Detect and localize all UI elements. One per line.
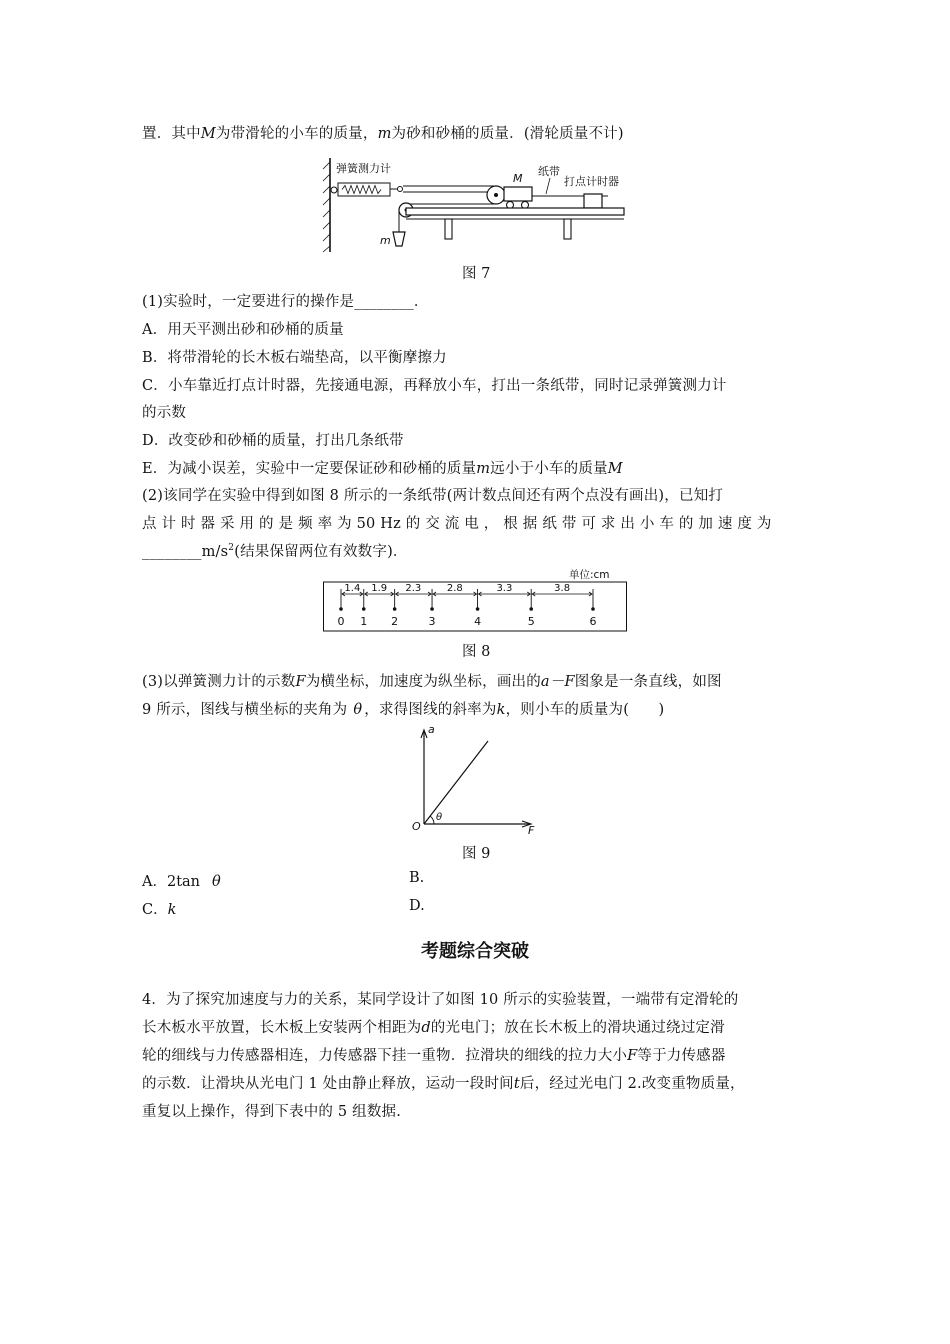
q2-line3 bbox=[142, 540, 408, 561]
origin-label: O bbox=[412, 820, 421, 833]
q4-line5: 重复以上操作，得到下表中的 5 组数据. bbox=[142, 1104, 402, 1120]
segment-label-3: 2.8 bbox=[446, 583, 463, 594]
q3-line1 bbox=[142, 670, 722, 691]
symbol-k: k bbox=[167, 902, 177, 918]
graph-line bbox=[424, 741, 488, 824]
q4-text-4: 等于力传感器 bbox=[637, 1048, 726, 1064]
q2-line1: (2)该同学在实验中得到如图 8 所示的一条纸带(两计数点间还有两个点没有画出)，已知打 bbox=[142, 488, 724, 504]
q1-option-a: A．用天平测出砂和砂桶的质量 bbox=[142, 322, 344, 338]
choice-a-text: A．2tan bbox=[142, 874, 201, 890]
symbol-theta: θ bbox=[212, 874, 221, 890]
tape-dot-0 bbox=[339, 607, 343, 611]
figure-8-paper-tape bbox=[323, 568, 628, 632]
symbol-k: k bbox=[496, 702, 506, 718]
label-m: m bbox=[380, 234, 391, 247]
point-label-6: 6 bbox=[589, 615, 597, 628]
intro-line bbox=[142, 122, 624, 143]
spring-coil bbox=[342, 186, 381, 194]
figure-8-caption: 图 8 bbox=[462, 644, 491, 660]
segment-label-1: 1.9 bbox=[371, 583, 388, 594]
label-paper-tape: 纸带 bbox=[538, 165, 560, 178]
choice-c-text: C． bbox=[142, 902, 168, 918]
point-label-5: 5 bbox=[527, 615, 535, 628]
q1-option-e-text-1: E．为减小误差，实验中一定要保证砂和砂桶的质量 bbox=[142, 461, 477, 477]
q4-line2 bbox=[142, 1016, 725, 1037]
tape-dot-3 bbox=[430, 607, 434, 611]
choice-a bbox=[142, 870, 221, 891]
segment-label-5: 3.8 bbox=[554, 583, 571, 594]
q4-line3 bbox=[142, 1044, 726, 1065]
unit-label: 单位:cm bbox=[569, 569, 610, 581]
symbol-m: m bbox=[377, 126, 392, 142]
q1-option-c-line2: 的示数 bbox=[142, 405, 187, 421]
choice-c bbox=[142, 898, 176, 919]
choice-d: D. bbox=[409, 898, 425, 914]
q4-text-6: 后，经过光电门 2.改变重物质量， bbox=[519, 1076, 745, 1092]
q3-text-3: 图象是一条直线，如图 bbox=[574, 674, 722, 690]
long-board bbox=[406, 208, 624, 215]
point-label-4: 4 bbox=[474, 615, 482, 628]
segment-label-2: 2.3 bbox=[405, 583, 422, 594]
symbol-M: M bbox=[607, 461, 623, 477]
q3-text-2: 为横坐标，加速度为纵坐标，画出的 bbox=[305, 674, 541, 690]
figure-9-graph bbox=[408, 724, 548, 836]
q3-text-1: (3)以弹簧测力计的示数 bbox=[142, 674, 296, 690]
board-leg-right bbox=[564, 219, 571, 239]
tape-dot-4 bbox=[476, 607, 480, 611]
q1-option-e bbox=[142, 457, 623, 478]
q3-text-5: ，求得图线的斜率为 bbox=[364, 702, 497, 718]
segment-label-4: 3.3 bbox=[496, 583, 513, 594]
q2-superscript: 2 bbox=[228, 543, 235, 554]
q4-text-5: 的示数．让滑块从光电门 1 处由静止释放，运动一段时间 bbox=[142, 1076, 514, 1092]
segment-label-0: 1.4 bbox=[344, 583, 361, 594]
symbol-F: F bbox=[627, 1048, 638, 1064]
q1-stem: (1)实验时，一定要进行的操作是________． bbox=[142, 294, 429, 310]
q4-line4 bbox=[142, 1072, 745, 1093]
q1-option-c-line1: C．小车靠近打点计时器，先接通电源，再释放小车，打出一条纸带，同时记录弹簧测力计 bbox=[142, 378, 727, 394]
label-timer: 打点计时器 bbox=[564, 175, 619, 188]
symbol-t: t bbox=[513, 1076, 520, 1092]
point-label-3: 3 bbox=[428, 615, 436, 628]
angle-label: θ bbox=[436, 812, 443, 823]
symbol-d: d bbox=[421, 1020, 431, 1036]
sand-bucket bbox=[393, 232, 405, 246]
q2-answer-blank: ________m/s bbox=[142, 544, 229, 560]
symbol-M: M bbox=[200, 126, 216, 142]
intro-text-1: 置．其中 bbox=[142, 126, 201, 142]
intro-text-2: 为带滑轮的小车的质量， bbox=[215, 126, 378, 142]
tape-dot-6 bbox=[591, 607, 595, 611]
q4-text-1: 长木板水平放置，长木板上安装两个相距为 bbox=[142, 1020, 422, 1036]
q3-text-4: 9 所示，图线与横坐标的夹角为 bbox=[142, 702, 348, 718]
q1-option-b: B．将带滑轮的长木板右端垫高，以平衡摩擦力 bbox=[142, 350, 447, 366]
tape-dot-1 bbox=[362, 607, 366, 611]
symbol-a-F: a－F bbox=[540, 674, 575, 690]
wall-hatch bbox=[323, 162, 330, 252]
point-label-0: 0 bbox=[337, 615, 345, 628]
cart bbox=[504, 187, 532, 201]
q3-line2 bbox=[142, 698, 664, 719]
figure-7-caption: 图 7 bbox=[462, 266, 491, 282]
label-spring-scale: 弹簧测力计 bbox=[336, 162, 391, 175]
figure-7-apparatus bbox=[318, 152, 630, 254]
q4-line1: 4．为了探究加速度与力的关系，某同学设计了如图 10 所示的实验装置，一端带有定滑轮的 bbox=[142, 992, 739, 1008]
angle-arc bbox=[430, 816, 434, 824]
choice-b: B. bbox=[409, 870, 425, 886]
tape-dot-5 bbox=[529, 607, 533, 611]
symbol-m: m bbox=[476, 461, 491, 477]
point-label-1: 1 bbox=[360, 615, 368, 628]
timer bbox=[584, 194, 602, 208]
wall-hook bbox=[331, 187, 337, 193]
q4-text-3: 轮的细线与力传感器相连，力传感器下挂一重物．拉滑块的细线的拉力大小 bbox=[142, 1048, 628, 1064]
q2-line2: 点 计 时 器 采 用 的 是 频 率 为 50 Hz 的 交 流 电 ， 根 据 纸 带 可 求 出 小 车 的 加 速 度 为 bbox=[142, 516, 772, 532]
q2-line3-text: (结果保留两位有效数字)． bbox=[234, 544, 408, 560]
section-heading: 考题综合突破 bbox=[421, 941, 529, 962]
q1-option-d: D．改变砂和砂桶的质量，打出几条纸带 bbox=[142, 433, 404, 449]
intro-text-3: 为砂和砂桶的质量．(滑轮质量不计) bbox=[391, 126, 624, 142]
q4-text-2: 的光电门；放在长木板上的滑块通过绕过定滑 bbox=[430, 1020, 725, 1036]
y-axis-label: a bbox=[428, 724, 435, 736]
q1-option-e-text-2: 远小于小车的质量 bbox=[490, 461, 608, 477]
label-M: M bbox=[513, 172, 523, 185]
point-label-2: 2 bbox=[391, 615, 399, 628]
board-leg-left bbox=[445, 219, 452, 239]
spring-scale bbox=[338, 183, 390, 196]
symbol-theta: θ bbox=[353, 702, 363, 718]
x-axis-label: F bbox=[528, 824, 535, 836]
tape-dot-2 bbox=[393, 607, 397, 611]
symbol-F: F bbox=[295, 674, 306, 690]
figure-9-caption: 图 9 bbox=[462, 846, 491, 862]
q3-text-6: ，则小车的质量为( ) bbox=[505, 702, 665, 718]
scale-hook bbox=[398, 187, 403, 192]
